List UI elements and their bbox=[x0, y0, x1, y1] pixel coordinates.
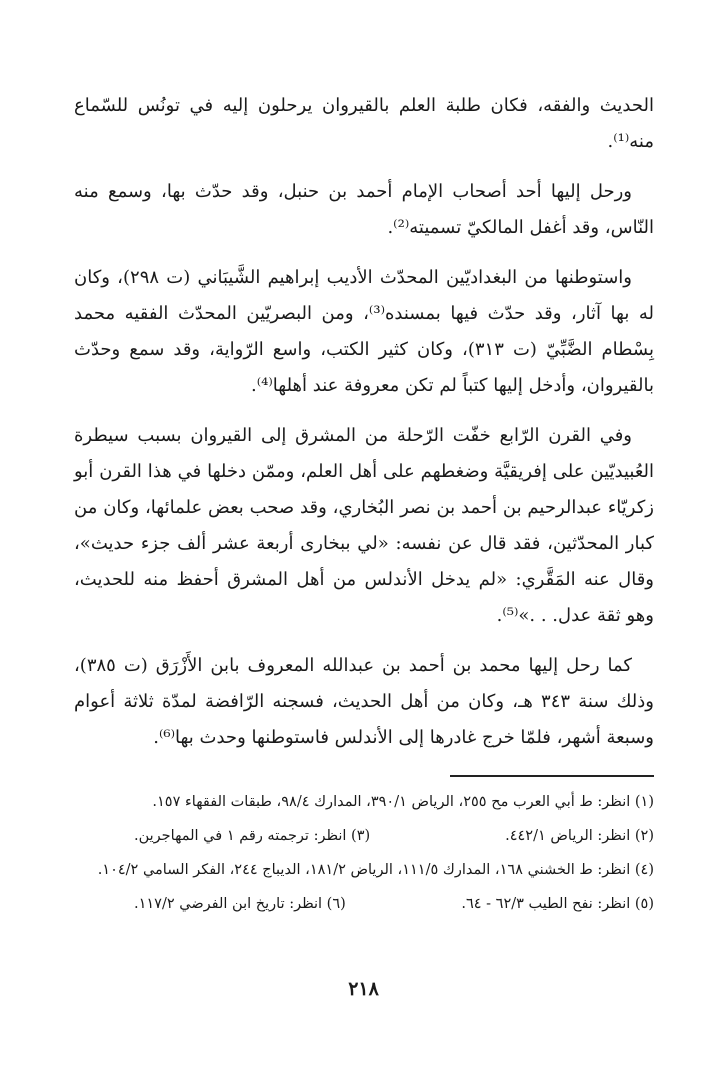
footnote-row-5-6 bbox=[74, 890, 654, 918]
footnote-row-2-3 bbox=[74, 822, 654, 850]
paragraph-3: واستوطنها من البغداديّين المحدّث الأديب إبراهيم الشَّيبَاني (ت ٢٩٨)، وكان له بها آثار، وقد حدّث فيها بمسنده⁽³⁾، ومن البصريّين المحدّث الفقيه محمد بِسْطام الضَّبِّيّ (ت ٣١٣)، وكان كثير الكتب، واسع الرّواية، وقد سمع وحدّث بالقيروان، وأدخل إليها كتباً لم تكن معروفة عند أهلها⁽⁴⁾. bbox=[74, 267, 655, 396]
footnote-1: (١) انظر: ط أبي العرب مح ٢٥٥، الرياض ٣٩٠/١، المدارك ٩٨/٤، طبقات الفقهاء ١٥٧. bbox=[152, 794, 654, 810]
footnote-6: (٦) انظر: تاريخ ابن الفرضي ١١٧/٢. bbox=[134, 896, 346, 912]
footnotes bbox=[74, 788, 654, 924]
paragraph-2: ورحل إليها أحد أصحاب الإمام أحمد بن حنبل، وقد حدّث بها، وسمع منه النّاس، وقد أغفل المالكيّ تسميته⁽²⁾. bbox=[74, 181, 654, 238]
footnote-4: (٤) انظر: ط الخشني ١٦٨، المدارك ١١١/٥، الرياض ١٨١/٢، الديباج ٢٤٤، الفكر السامي ١٠٤/٢. bbox=[97, 862, 654, 878]
paragraph-5: كما رحل إليها محمد بن أحمد بن عبدالله المعروف بابن الأَزْرَق (ت ٣٨٥)، وذلك سنة ٣٤٣ هـ، وكان من أهل الحديث، فسجنه الرّافضة لمدّة ثلاثة أعوام وسبعة أشهر، فلمّا خرج غادرها إلى الأندلس فاستوطنها وحدث بها⁽⁶⁾. bbox=[74, 655, 654, 748]
paragraph-4: وفي القرن الرّابع خفّت الرّحلة من المشرق إلى القيروان بسبب سيطرة العُبيديّين على إفريقيَّة وضغطهم على أهل العلم، وممّن دخلها في هذا القرن أبو زكريّاء عبدالرحيم بن أحمد بن نصر البُخاري، وقد صحب بعض علمائها، وكان من كبار المحدّثين، فقد قال عن نفسه: «لي ببخارى أربعة عشر ألف جزء حديث»، وقال عنه المَقَّري: «لم يدخل الأندلس من أهل المشرق أحفظ منه للحديث، وهو ثقة عدل. . .»⁽⁵⁾. bbox=[74, 425, 654, 626]
paragraph-1: الحديث والفقه، فكان طلبة العلم بالقيروان يرحلون إليه في تونُس للسّماع منه⁽¹⁾. bbox=[74, 95, 654, 152]
footnote-divider bbox=[450, 775, 654, 777]
page-number: ٢١٨ bbox=[348, 978, 379, 1000]
footnote-2: (٢) انظر: الرياض ٤٤٢/١. bbox=[505, 828, 654, 844]
footnote-3: (٣) انظر: ترجمته رقم ١ في المهاجرين. bbox=[134, 828, 371, 844]
footnote-5: (٥) انظر: نفح الطيب ٦٢/٣ - ٦٤. bbox=[461, 896, 654, 912]
main-text bbox=[74, 88, 654, 770]
